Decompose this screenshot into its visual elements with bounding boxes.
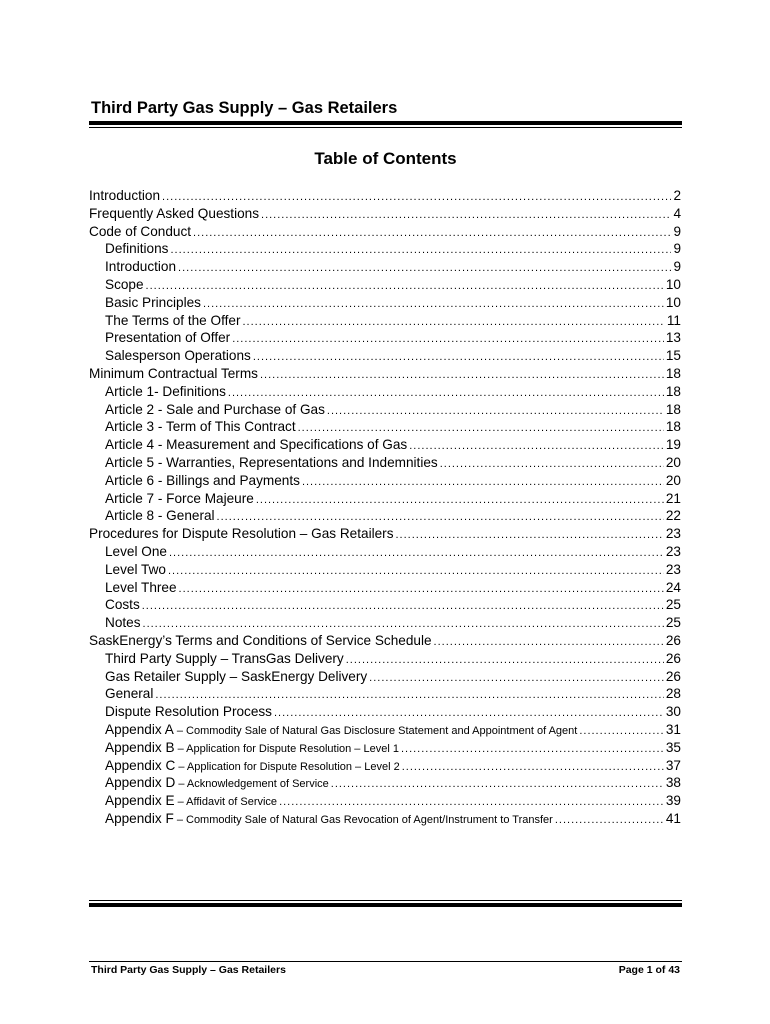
- toc-entry-page-number: 19: [665, 437, 681, 453]
- toc-entry-title: Code of Conduct: [89, 223, 192, 239]
- toc-entry-page-number: 9: [673, 259, 681, 275]
- toc-entry[interactable]: [89, 792, 681, 810]
- toc-entry-title: SaskEnergy’s Terms and Conditions of Service Schedule: [89, 632, 432, 648]
- toc-entry[interactable]: [89, 490, 681, 508]
- toc-entry-page-number: 26: [665, 632, 681, 648]
- toc-entry-label: [105, 490, 254, 508]
- toc-entry-title: Procedures for Dispute Resolution – Gas Retailers: [89, 526, 394, 542]
- toc-entry-page-number: 9: [673, 223, 681, 239]
- toc-entry-title: Appendix C: [105, 757, 176, 773]
- toc-entry[interactable]: [89, 525, 681, 543]
- toc-entry[interactable]: [89, 472, 681, 490]
- toc-dot-leader: [261, 207, 671, 225]
- toc-dot-leader: [440, 456, 664, 474]
- toc-dot-leader: [434, 634, 664, 652]
- toc-entry-label: [105, 596, 140, 614]
- toc-entry[interactable]: [89, 312, 681, 330]
- toc-entry-title: Article 2 - Sale and Purchase of Gas: [105, 401, 325, 417]
- toc-entry-page-number: 23: [665, 526, 681, 542]
- toc-entry[interactable]: [89, 401, 681, 419]
- toc-entry-title: Introduction: [105, 259, 177, 275]
- toc-entry[interactable]: [89, 365, 681, 383]
- toc-dot-leader: [193, 225, 671, 243]
- toc-entry-page-number: 10: [665, 294, 681, 310]
- toc-entry-title: Article 7 - Force Majeure: [105, 490, 254, 506]
- toc-dot-leader: [579, 723, 664, 741]
- toc-entry-page-number: 20: [665, 472, 681, 488]
- toc-entry-page-number: 39: [665, 793, 681, 809]
- toc-entry-page-number: 26: [665, 668, 681, 684]
- toc-dot-leader: [146, 278, 664, 296]
- toc-dot-leader: [253, 349, 664, 367]
- toc-dot-leader: [232, 331, 664, 349]
- document-header-title: Third Party Gas Supply – Gas Retailers: [91, 99, 398, 117]
- table-of-contents: [89, 187, 681, 828]
- toc-entry-page-number: 41: [665, 810, 681, 826]
- toc-entry-subtitle: – Commodity Sale of Natural Gas Disclosure Statement and Appointment of Agent: [173, 724, 578, 737]
- toc-entry[interactable]: [89, 347, 681, 365]
- toc-entry-title: Level One: [105, 543, 167, 559]
- toc-entry[interactable]: [89, 614, 681, 632]
- toc-entry[interactable]: [89, 383, 681, 401]
- toc-entry[interactable]: [89, 739, 681, 757]
- toc-entry[interactable]: [89, 685, 681, 703]
- toc-entry-label: [105, 240, 168, 258]
- toc-entry-subtitle: – Application for Dispute Resolution – Level 1: [174, 742, 399, 755]
- toc-entry-title: Appendix A: [105, 721, 174, 737]
- toc-entry-page-number: 38: [665, 775, 681, 791]
- toc-entry[interactable]: [89, 454, 681, 472]
- toc-entry-title: Scope: [105, 276, 144, 292]
- toc-entry-title: Definitions: [105, 241, 169, 257]
- toc-entry-subtitle: – Affidavit of Service: [174, 796, 278, 809]
- toc-entry-label: [105, 258, 176, 276]
- toc-entry-label: [105, 543, 167, 561]
- toc-entry[interactable]: [89, 810, 681, 828]
- toc-entry[interactable]: [89, 276, 681, 294]
- toc-entry-page-number: 18: [665, 383, 681, 399]
- toc-entry-label: [105, 418, 296, 436]
- toc-dot-leader: [369, 670, 664, 688]
- toc-entry[interactable]: [89, 507, 681, 525]
- toc-entry-title: Appendix E: [105, 793, 175, 809]
- toc-dot-leader: [169, 545, 664, 563]
- toc-entry-title: The Terms of the Offer: [105, 312, 241, 328]
- toc-entry-title: Level Three: [105, 579, 177, 595]
- toc-entry-label: [105, 668, 367, 686]
- toc-entry-label: [105, 507, 215, 525]
- toc-entry-label: [105, 561, 166, 579]
- toc-entry-label: [89, 187, 160, 205]
- toc-entry-label: [105, 650, 344, 668]
- toc-entry-title: Salesperson Operations: [105, 348, 251, 364]
- toc-dot-leader: [327, 403, 664, 421]
- toc-entry-page-number: 15: [665, 348, 681, 364]
- toc-entry-title: Article 4 - Measurement and Specifications of Gas: [105, 437, 408, 453]
- toc-entry-subtitle: – Application for Dispute Resolution – Level 2: [175, 760, 400, 773]
- toc-entry-page-number: 25: [665, 615, 681, 631]
- toc-entry-label: [105, 347, 251, 365]
- toc-entry-label: [105, 685, 153, 703]
- toc-entry-title: Third Party Supply – TransGas Delivery: [105, 650, 344, 666]
- toc-entry-label: [105, 312, 241, 330]
- footer-page-number: Page 1 of 43: [618, 964, 680, 976]
- toc-entry-page-number: 21: [665, 490, 681, 506]
- toc-entry-title: Dispute Resolution Process: [105, 704, 272, 720]
- toc-entry[interactable]: [89, 205, 681, 223]
- toc-entry-label: [105, 614, 141, 632]
- toc-entry-page-number: 35: [665, 739, 681, 755]
- toc-entry-title: Basic Principles: [105, 294, 201, 310]
- toc-entry-title: Costs: [105, 597, 140, 613]
- toc-entry[interactable]: [89, 668, 681, 686]
- toc-entry-page-number: 28: [665, 686, 681, 702]
- toc-entry[interactable]: [89, 596, 681, 614]
- toc-entry-subtitle: – Acknowledgement of Service: [175, 778, 329, 791]
- footer-rule-thin: [89, 900, 682, 901]
- toc-entry-subtitle: – Commodity Sale of Natural Gas Revocation of Agent/Instrument to Transfer: [173, 813, 553, 826]
- toc-entry-title: Article 3 - Term of This Contract: [105, 419, 296, 435]
- toc-dot-leader: [302, 474, 664, 492]
- toc-entry-label: [89, 205, 259, 223]
- toc-dot-leader: [402, 759, 664, 777]
- toc-entry[interactable]: [89, 721, 681, 739]
- toc-entry-page-number: 25: [665, 597, 681, 613]
- toc-entry-label: [89, 632, 432, 650]
- toc-dot-leader: [260, 367, 664, 385]
- toc-entry-title: General: [105, 686, 154, 702]
- toc-entry[interactable]: [89, 223, 681, 241]
- toc-entry[interactable]: [89, 703, 681, 721]
- toc-entry[interactable]: [89, 543, 681, 561]
- toc-entry-page-number: 26: [665, 650, 681, 666]
- toc-entry-page-number: 13: [665, 330, 681, 346]
- toc-entry-page-number: 23: [665, 561, 681, 577]
- toc-dot-leader: [203, 296, 664, 314]
- header-rule-thick: [89, 121, 682, 125]
- toc-entry[interactable]: [89, 632, 681, 650]
- toc-entry[interactable]: [89, 187, 681, 205]
- toc-entry-page-number: 31: [665, 721, 681, 737]
- toc-entry-title: Frequently Asked Questions: [89, 205, 260, 221]
- toc-entry-label: [105, 703, 272, 721]
- toc-entry-page-number: 24: [665, 579, 681, 595]
- toc-dot-leader: [170, 242, 671, 260]
- toc-entry-title: Level Two: [105, 561, 166, 577]
- toc-entry-title: Gas Retailer Supply – SaskEnergy Delivery: [105, 668, 368, 684]
- toc-entry-title: Presentation of Offer: [105, 330, 231, 346]
- toc-entry-title: Appendix D: [105, 775, 176, 791]
- toc-entry-label: [105, 401, 325, 419]
- toc-entry-title: Notes: [105, 615, 141, 631]
- toc-entry-page-number: 18: [665, 419, 681, 435]
- toc-entry-label: [89, 223, 191, 241]
- toc-dot-leader: [396, 527, 664, 545]
- toc-dot-leader: [256, 492, 664, 510]
- toc-entry-label: [105, 454, 438, 472]
- toc-entry-label: [105, 276, 144, 294]
- header-rule-thin: [89, 127, 682, 128]
- toc-entry-page-number: 30: [665, 704, 681, 720]
- toc-dot-leader: [409, 438, 664, 456]
- toc-entry[interactable]: [89, 418, 681, 436]
- toc-entry-title: Appendix B: [105, 739, 175, 755]
- footer-document-title: Third Party Gas Supply – Gas Retailers: [91, 964, 286, 976]
- toc-dot-leader: [401, 741, 664, 759]
- toc-entry-page-number: 4: [673, 205, 681, 221]
- toc-entry[interactable]: [89, 436, 681, 454]
- toc-entry-page-number: 22: [665, 508, 681, 524]
- toc-entry[interactable]: [89, 774, 681, 792]
- toc-dot-leader: [142, 598, 664, 616]
- toc-entry-title: Appendix F: [105, 810, 174, 826]
- toc-entry[interactable]: [89, 757, 681, 775]
- toc-entry-title: Article 5 - Warranties, Representations and Indemnities: [105, 454, 438, 470]
- toc-entry[interactable]: [89, 650, 681, 668]
- toc-entry-page-number: 10: [665, 276, 681, 292]
- footer-rule-thick: [89, 903, 682, 907]
- toc-entry-page-number: 11: [666, 312, 681, 328]
- toc-entry-label: [105, 383, 226, 401]
- toc-entry-label: [105, 294, 201, 312]
- toc-dot-leader: [243, 314, 665, 332]
- toc-entry[interactable]: [89, 561, 681, 579]
- toc-dot-leader: [178, 260, 671, 278]
- toc-entry-label: [89, 365, 258, 383]
- toc-dot-leader: [331, 776, 664, 794]
- toc-entry[interactable]: [89, 579, 681, 597]
- toc-entry-page-number: 23: [665, 543, 681, 559]
- toc-entry-page-number: 37: [665, 757, 681, 773]
- toc-entry-page-number: 20: [665, 454, 681, 470]
- toc-dot-leader: [346, 652, 664, 670]
- toc-entry-page-number: 18: [665, 365, 681, 381]
- toc-dot-leader: [179, 581, 664, 599]
- toc-entry-page-number: 9: [673, 241, 681, 257]
- toc-entry-page-number: 18: [665, 401, 681, 417]
- toc-title: Table of Contents: [314, 149, 457, 168]
- toc-entry[interactable]: [89, 240, 681, 258]
- toc-entry-label: [105, 329, 230, 347]
- toc-entry-title: Minimum Contractual Terms: [89, 365, 258, 381]
- toc-entry-title: Introduction: [89, 188, 161, 203]
- footer-separator: [89, 961, 682, 962]
- toc-entry[interactable]: [89, 294, 681, 312]
- toc-entry-label: [105, 810, 553, 830]
- toc-entry-label: [105, 436, 407, 454]
- toc-entry-title: Article 1- Definitions: [105, 383, 226, 399]
- toc-dot-leader: [168, 563, 664, 581]
- toc-entry[interactable]: [89, 329, 681, 347]
- toc-entry-title: Article 6 - Billings and Payments: [105, 472, 300, 488]
- toc-entry-title: Article 8 - General: [105, 508, 215, 524]
- toc-dot-leader: [555, 812, 664, 830]
- toc-entry-label: [105, 579, 177, 597]
- toc-entry-page-number: 2: [673, 188, 681, 203]
- toc-entry-label: [105, 472, 300, 490]
- toc-entry-label: [89, 525, 394, 543]
- toc-entry[interactable]: [89, 258, 681, 276]
